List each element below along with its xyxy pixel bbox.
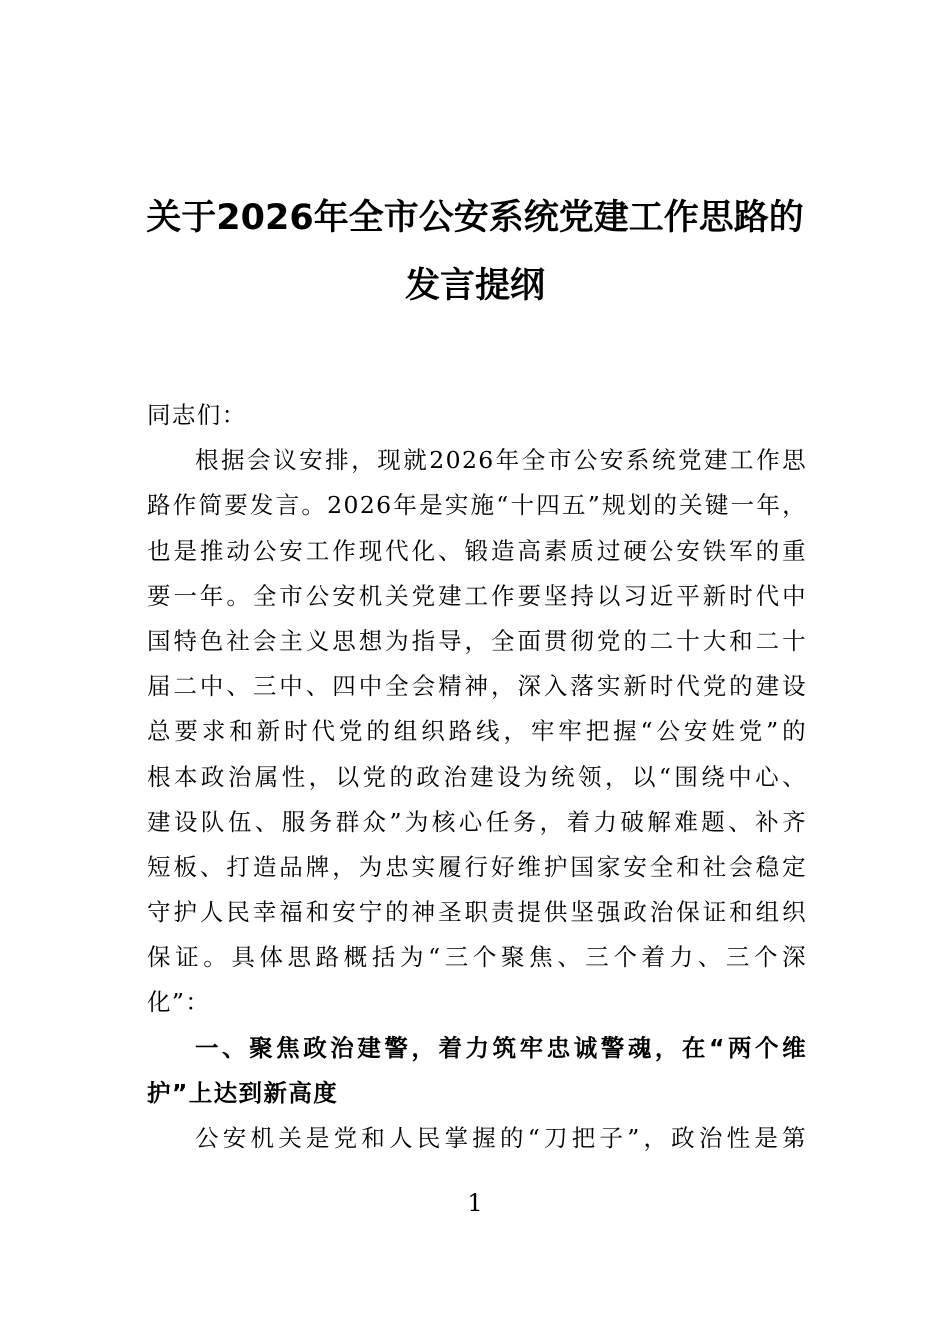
section-heading-line: 一、聚焦政治建警，着力筑牢忠诚警魂，在“两个维 (195, 1033, 807, 1062)
document-title (120, 184, 830, 320)
paragraph-line: 保证。具体思路概括为“三个聚焦、三个着力、三个深 (147, 943, 807, 972)
paragraph-line: 路作简要发言。2026年是实施“十四五”规划的关键一年， (147, 491, 807, 520)
paragraph-line: 届二中、三中、四中全会精神，深入落实新时代党的建设 (147, 672, 807, 701)
section-heading-line: 护”上达到新高度 (147, 1078, 339, 1107)
paragraph-line: 守护人民幸福和安宁的神圣职责提供坚强政治保证和组织 (147, 898, 807, 927)
title-line-2: 发言提纲 (404, 266, 545, 306)
paragraph-line: 国特色社会主义思想为指导，全面贯彻党的二十大和二十 (147, 626, 807, 655)
document-body (147, 393, 807, 1161)
paragraph-line: 根据会议安排，现就2026年全市公安系统党建工作思 (195, 446, 807, 475)
page-number: 1 (467, 1189, 483, 1217)
paragraph-line: 化”： (147, 988, 211, 1017)
paragraph-line: 要一年。全市公安机关党建工作要坚持以习近平新时代中 (147, 581, 807, 610)
salutation: 同志们： (147, 401, 247, 429)
paragraph-line: 根本政治属性，以党的政治建设为统领，以“围绕中心、 (147, 762, 807, 791)
paragraph-line: 也是推动公安工作现代化、锻造高素质过硬公安铁军的重 (147, 536, 807, 565)
paragraph-line: 短板、打造品牌，为忠实履行好维护国家安全和社会稳定 (147, 852, 807, 881)
title-line-1: 关于2026年全市公安系统党建工作思路的 (146, 198, 804, 238)
paragraph-line: 公安机关是党和人民掌握的“刀把子”，政治性是第 (195, 1124, 807, 1152)
paragraph-line: 建设队伍、服务群众”为核心任务，着力破解难题、补齐 (147, 807, 807, 836)
paragraph-line: 总要求和新时代党的组织路线，牢牢把握“公安姓党”的 (147, 717, 807, 746)
